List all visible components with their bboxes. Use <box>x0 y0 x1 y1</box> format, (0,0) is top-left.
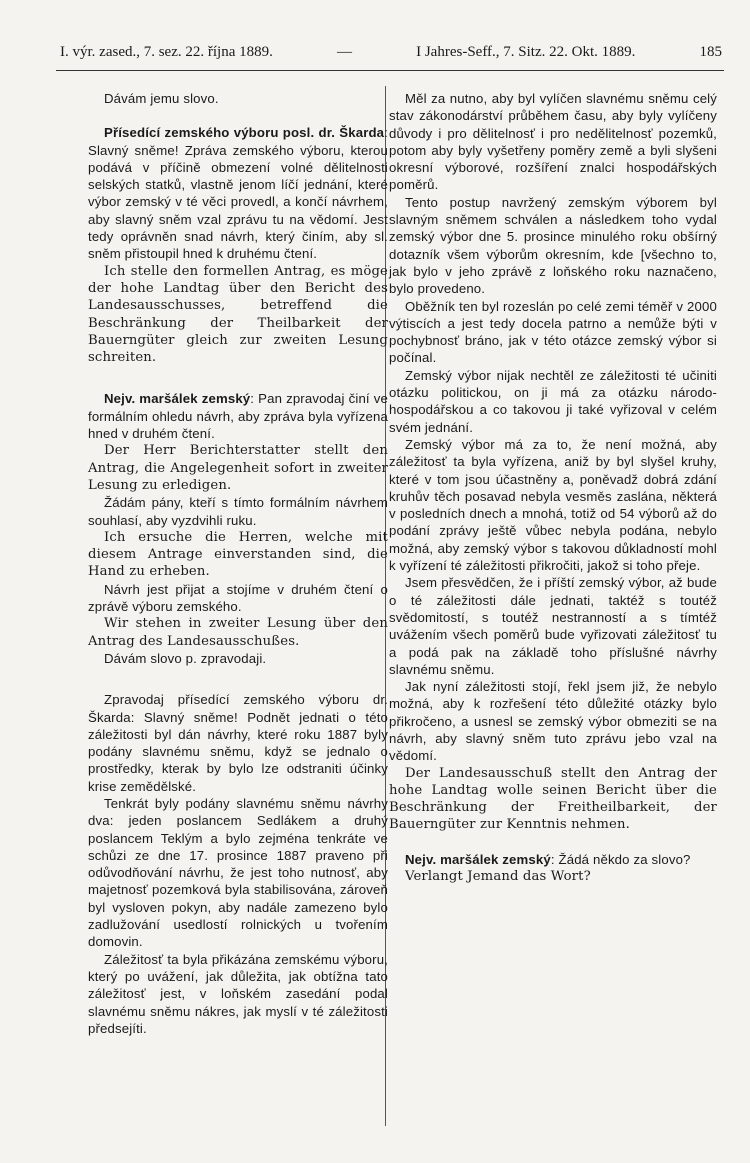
paragraph: Tenkrát byly podány slavnému sněmu návrhy dva: jeden poslancem Sedlákem a druhý poslancem Teklým a bylo zejména tenkráte ve schůzi ze dne 17. prosince 1887 praveno při odůvodňování návrhu, že jest toho nutnosť, aby majetnosť pozemková byla stabilisována, zároveň byl vysloven pokyn, aby nadále zamezeno bylo zadlužování usedlostí rolnických u tvořením domovin. <box>88 795 388 950</box>
header-german: I Jahres-Seff., 7. Sitz. 22. Okt. 1889. <box>416 44 636 60</box>
paragraph: Dávám jemu slovo. <box>104 91 219 106</box>
paragraph-german: Ich ersuche die Herren, welche mit diesem Antrage einverstanden sind, die Hand zu erheben. <box>88 529 388 580</box>
paragraph: Měl za nutno, aby byl vylíčen slavnému sněmu celý stav zákonodárství průběhem času, aby byly vylíčeny důvody i pro dělitelnosť i pro nedělitelnosť pozemků, potom aby byly vyšetřeny poměry země a byli slyšeni okresní výborové, rozšíření znalci hospodářských poměrů. <box>389 91 717 193</box>
speaker-name: Nejv. maršálek zemský <box>104 391 251 407</box>
paragraph: Záležitosť ta byla přikázána zemskému výboru, který po uvážení, jak důležita, jak obtížna tato záležitosť jest, v loňském zasedání podal slavnému sněmu nákres, jak myslí v té záležitosti předsejíti. <box>88 951 388 1036</box>
left-column <box>88 90 388 1037</box>
paragraph: Jak nyní záležitosti stojí, řekl jsem již, že nebylo možná, aby k rozřešení této důležité otázky bylo přikročeno, a usnesl se zemský výbor obmeziti se na návrh, aby slavný sněm tuto zprávu jebo vzal na vědomí. <box>389 679 717 764</box>
page-header <box>60 44 722 61</box>
paragraph: Oběžník ten byl rozeslán po celé zemi téměř v 2000 výtiscích a jest tedy docela patrno a nemůže býti v pochybnosť bráno, jak v této otázce zemský výbor si počínal. <box>389 298 717 366</box>
header-czech: I. výr. zased., 7. sez. 22. října 1889. <box>60 44 273 60</box>
paragraph: Návrh jest přijat a stojíme v druhém čtení o zprávě výboru zemského. <box>88 581 388 615</box>
paragraph: Žádám pány, kteří s tímto formálním návrhem souhlasí, aby vyzdvihli ruku. <box>88 495 388 528</box>
header-dash: — <box>336 44 352 60</box>
paragraph-german: Ich stelle den formellen Antrag, es möge der hohe Landtag über den Bericht des Landesausschusses, betreffend die Beschränkung der Theilbarkeit der Bauerngüter gleich zur zweiten Lesung schreiten. <box>88 263 388 366</box>
paragraph: Jsem přesvědčen, že i příští zemský výbor, až bude o té záležitosti dále jednati, taktéž s toutéž svědomitostí, s toutéž nestranností a s tímtéž uvážením všech poměrů bude vyřizovati záležitosť tu a podá pak na základě toho příslušné návrhy slavnému sněmu. <box>389 575 717 677</box>
header-rule <box>56 70 724 71</box>
paragraph <box>88 691 388 795</box>
speech-text: : Slavný sněme! Zpráva zemského výboru, kterou podává v příčině obmezení volné dělitelnosti selských statků, vlastně jenom líčí jednání, které výbor zemský v té věci provedl, a končí návrhem, aby slavný sněm vzal zprávu tu na vědomí. Jest tedy oprávněn snad návrh, který činím, aby sl. sněm přistoupil hned k druhému čtení. <box>88 125 388 262</box>
paragraph-german: Der Landesausschuß stellt den Antrag der hohe Landtag wolle seinen Bericht über die Beschränkung der Freitheilbarkeit, der Bauerngüter zur Kenntnis nehmen. <box>389 765 717 833</box>
paragraph: Zemský výbor má za to, že není možná, aby záležitosť ta byla vyřízena, aniž by byl slyšel kruhy, které v tom jsou účastněny a, poněvadž dobrá zdání kruhův těch posavad nebyla vesměs zaslána, některá v posledních dnech a mnohá, totiž od 54 výborů až do podání zprávy ještě vůbec nebyla podána, nebylo možná, aby zemský výbor s takovou důkladností mohl k vyřízení té záležitosti přikročiti, jakož si toho přeje. <box>389 436 717 574</box>
paragraph: Zemský výbor nijak nechtěl ze záležitosti té učiniti otázku politickou, on ji má za otázku národo-hospodářskou a co takovou ji také vyřizoval v celém svém jednání. <box>389 367 717 435</box>
paragraph: Tento postup navržený zemským výborem byl slavným sněmem schválen a následkem toho vydal zemský výbor dne 5. prosince minulého roku obšírný dotazník všem výborům okresním, kde [všechno to, jak bylo v jeho zprávě z loňského roku naznačeno, bylo provedeno. <box>389 194 717 297</box>
speech-text: : Pan zpravodaj činí ve formálním ohledu návrh, aby zpráva byla vyřízena hned v druhém čtení. <box>88 391 388 442</box>
speaker-name: Zpravodaj přísedící zemského výboru dr. Škarda <box>88 692 388 725</box>
page-number: 185 <box>699 44 722 60</box>
paragraph <box>389 851 717 868</box>
paragraph <box>88 124 388 262</box>
right-column <box>389 90 717 885</box>
paragraph: Dávám slovo p. zpravodaji. <box>104 650 267 666</box>
paragraph-german: Verlangt Jemand das Wort? <box>405 869 591 885</box>
paragraph-german: Der Herr Berichterstatter stellt den Antrag, die Angelegenheit sofort in zweiter Lesung zu erledigen. <box>88 443 388 493</box>
speech-text: : Žádá někdo za slovo? <box>550 851 691 867</box>
paragraph-german: Wir stehen in zweiter Lesung über den Antrag des Landesausschußes. <box>88 616 388 649</box>
speaker-name: Nejv. maršálek zemský <box>405 851 551 867</box>
paragraph <box>88 390 388 442</box>
speaker-name: Přísedící zemského výboru posl. dr. Škarda <box>104 125 385 141</box>
speech-text: : Slavný sněme! Podnět jednati o této záležitosti byl dán návrhy, které roku 1887 byly podány slavnému sněmu, když se jednalo o prostředky, kterak by bylo lze odstraniti účinky krise zemědělské. <box>88 709 388 794</box>
